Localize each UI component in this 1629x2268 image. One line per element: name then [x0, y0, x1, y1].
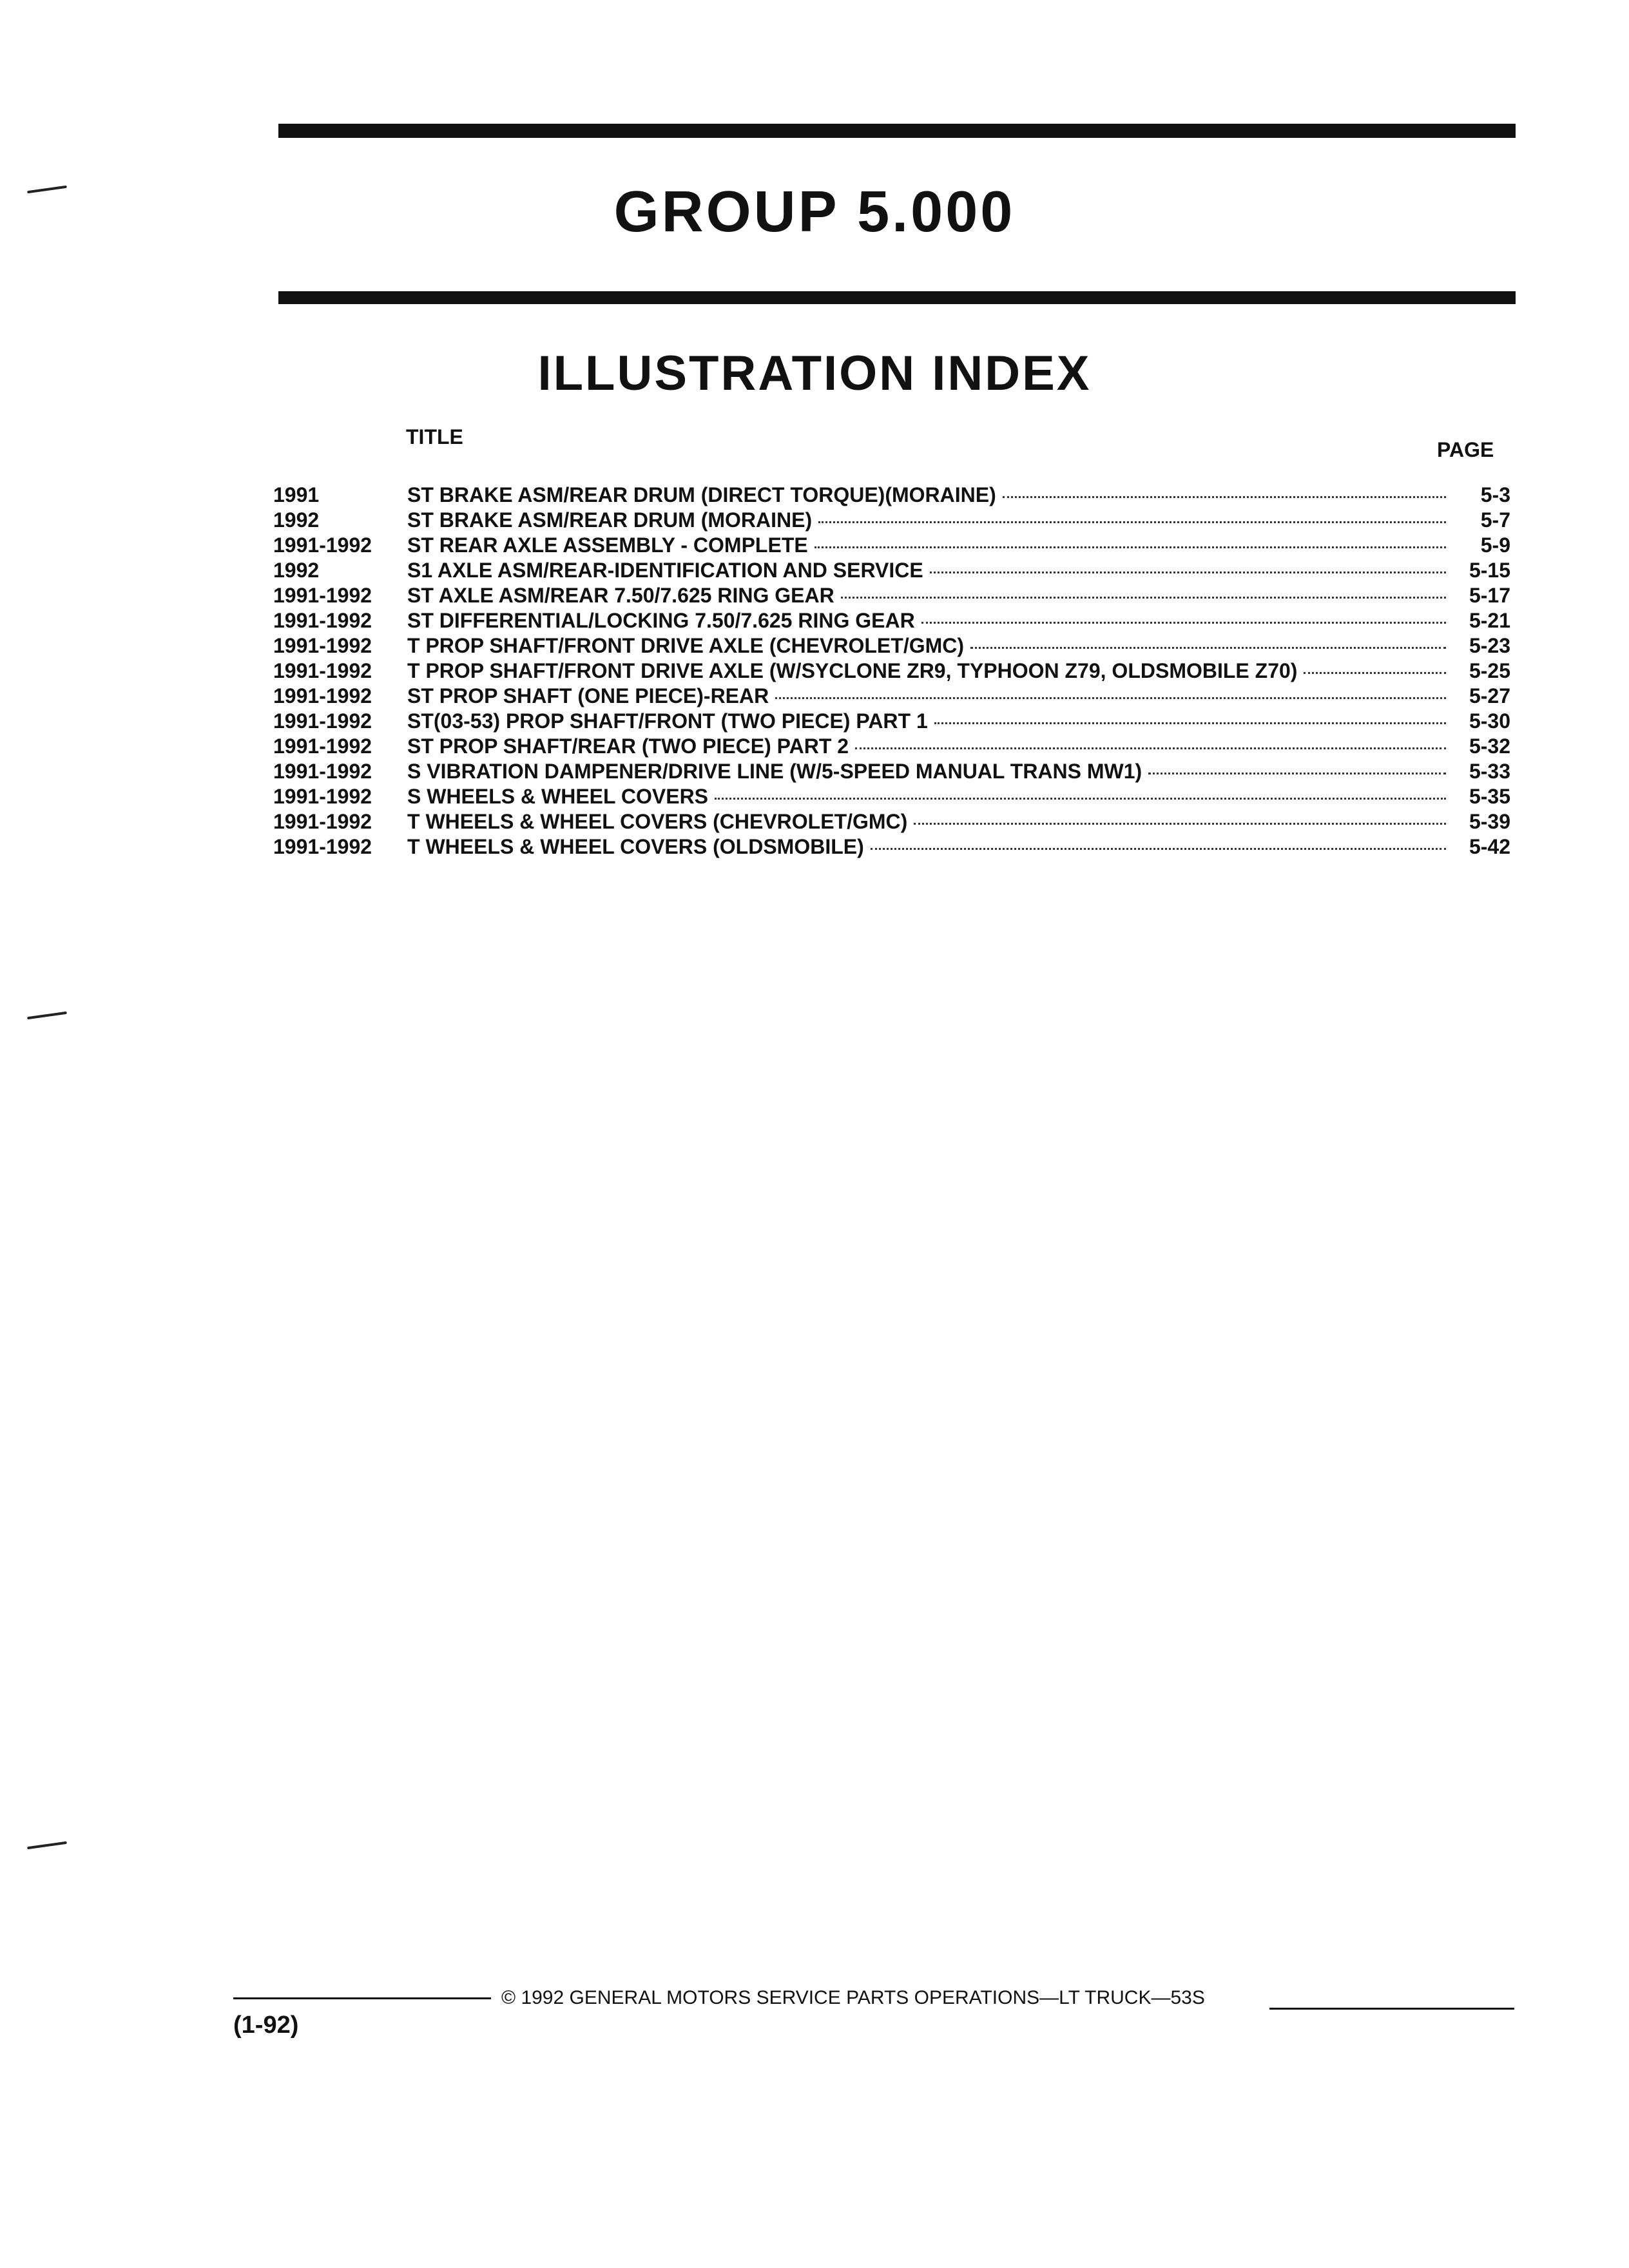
entry-title: T PROP SHAFT/FRONT DRIVE AXLE (W/SYCLONE ZR9, TYPHOON Z79, OLDSMOBILE Z70) — [407, 659, 1298, 682]
entry-title: ST DIFFERENTIAL/LOCKING 7.50/7.625 RING GEAR — [407, 609, 915, 632]
punch-mark-bottom — [27, 1841, 67, 1850]
dot-leader — [871, 848, 1446, 850]
entry-year: 1991-1992 — [273, 533, 372, 557]
entry-title: ST BRAKE ASM/REAR DRUM (MORAINE) — [407, 508, 813, 532]
entry-title: ST BRAKE ASM/REAR DRUM (DIRECT TORQUE)(MORAINE) — [407, 483, 996, 506]
revision-date-code: (1-92) — [233, 2012, 299, 2039]
entry-page: 5-15 — [1469, 559, 1510, 582]
entry-year: 1991-1992 — [273, 684, 372, 707]
entry-year: 1991-1992 — [273, 760, 372, 783]
footer-rule-left — [233, 1997, 491, 1999]
dot-leader — [1304, 672, 1446, 674]
footer-rule-right — [1269, 2008, 1514, 2010]
entry-page: 5-27 — [1469, 684, 1510, 707]
entry-title: T WHEELS & WHEEL COVERS (OLDSMOBILE) — [407, 835, 864, 858]
index-entry — [273, 684, 1510, 709]
entry-page: 5-21 — [1469, 609, 1510, 632]
illustration-index-list — [273, 483, 1510, 860]
entry-year: 1991-1992 — [273, 835, 372, 858]
entry-title: S WHEELS & WHEEL COVERS — [407, 785, 709, 808]
entry-page: 5-32 — [1469, 735, 1510, 758]
dot-leader — [921, 622, 1446, 624]
entry-year: 1991-1992 — [273, 735, 372, 758]
entry-year: 1991 — [273, 483, 320, 506]
middle-rule — [278, 291, 1516, 304]
entry-title: ST PROP SHAFT/REAR (TWO PIECE) PART 2 — [407, 735, 849, 758]
index-entry — [273, 810, 1510, 835]
index-entry — [273, 483, 1510, 508]
entry-title: T PROP SHAFT/FRONT DRIVE AXLE (CHEVROLET/GMC) — [407, 634, 965, 657]
dot-leader — [855, 747, 1446, 749]
entry-page: 5-3 — [1480, 483, 1510, 506]
index-entry — [273, 735, 1510, 760]
punch-mark-middle — [27, 1012, 67, 1020]
entry-year: 1991-1992 — [273, 709, 372, 733]
index-entry — [273, 634, 1510, 659]
entry-title: ST(03-53) PROP SHAFT/FRONT (TWO PIECE) PART 1 — [407, 709, 928, 733]
entry-year: 1992 — [273, 559, 320, 582]
entry-year: 1991-1992 — [273, 584, 372, 607]
dot-leader — [818, 521, 1446, 523]
index-entry — [273, 533, 1510, 559]
dot-leader — [1003, 496, 1446, 498]
entry-title: ST AXLE ASM/REAR 7.50/7.625 RING GEAR — [407, 584, 834, 607]
entry-year: 1991-1992 — [273, 659, 372, 682]
entry-year: 1991-1992 — [273, 634, 372, 657]
dot-leader — [914, 823, 1446, 825]
entry-title: S VIBRATION DAMPENER/DRIVE LINE (W/5-SPEED MANUAL TRANS MW1) — [407, 760, 1142, 783]
dot-leader — [1148, 773, 1446, 774]
entry-year: 1991-1992 — [273, 609, 372, 632]
index-entry — [273, 835, 1510, 860]
entry-year: 1992 — [273, 508, 320, 532]
entry-page: 5-17 — [1469, 584, 1510, 607]
entry-page: 5-25 — [1469, 659, 1510, 682]
copyright-notice: © 1992 GENERAL MOTORS SERVICE PARTS OPERATIONS—LT TRUCK—53S — [501, 1987, 1205, 2008]
dot-leader — [775, 697, 1446, 699]
dot-leader — [934, 722, 1446, 724]
entry-title: ST PROP SHAFT (ONE PIECE)-REAR — [407, 684, 769, 707]
index-entry — [273, 785, 1510, 810]
dot-leader — [930, 572, 1446, 573]
group-title: GROUP 5.000 — [613, 180, 1016, 244]
entry-year: 1991-1992 — [273, 785, 372, 808]
entry-year: 1991-1992 — [273, 810, 372, 833]
index-entry — [273, 508, 1510, 533]
entry-page: 5-7 — [1480, 508, 1510, 532]
entry-page: 5-30 — [1469, 709, 1510, 733]
index-title: ILLUSTRATION INDEX — [537, 346, 1092, 401]
column-header-page: PAGE — [1437, 438, 1494, 461]
entry-title: S1 AXLE ASM/REAR-IDENTIFICATION AND SERVICE — [407, 559, 923, 582]
entry-page: 5-9 — [1480, 533, 1510, 557]
index-entry — [273, 709, 1510, 735]
index-entry — [273, 609, 1510, 634]
index-entry — [273, 760, 1510, 785]
column-header-title: TITLE — [406, 425, 463, 448]
index-entry — [273, 584, 1510, 609]
entry-page: 5-39 — [1469, 810, 1510, 833]
entry-page: 5-33 — [1469, 760, 1510, 783]
entry-page: 5-42 — [1469, 835, 1510, 858]
index-entry — [273, 559, 1510, 584]
top-rule — [278, 124, 1516, 138]
dot-leader — [841, 597, 1446, 599]
entry-title: T WHEELS & WHEEL COVERS (CHEVROLET/GMC) — [407, 810, 908, 833]
dot-leader — [715, 798, 1446, 800]
dot-leader — [970, 647, 1446, 649]
dot-leader — [815, 546, 1446, 548]
index-entry — [273, 659, 1510, 684]
entry-page: 5-35 — [1469, 785, 1510, 808]
entry-page: 5-23 — [1469, 634, 1510, 657]
entry-title: ST REAR AXLE ASSEMBLY - COMPLETE — [407, 533, 808, 557]
